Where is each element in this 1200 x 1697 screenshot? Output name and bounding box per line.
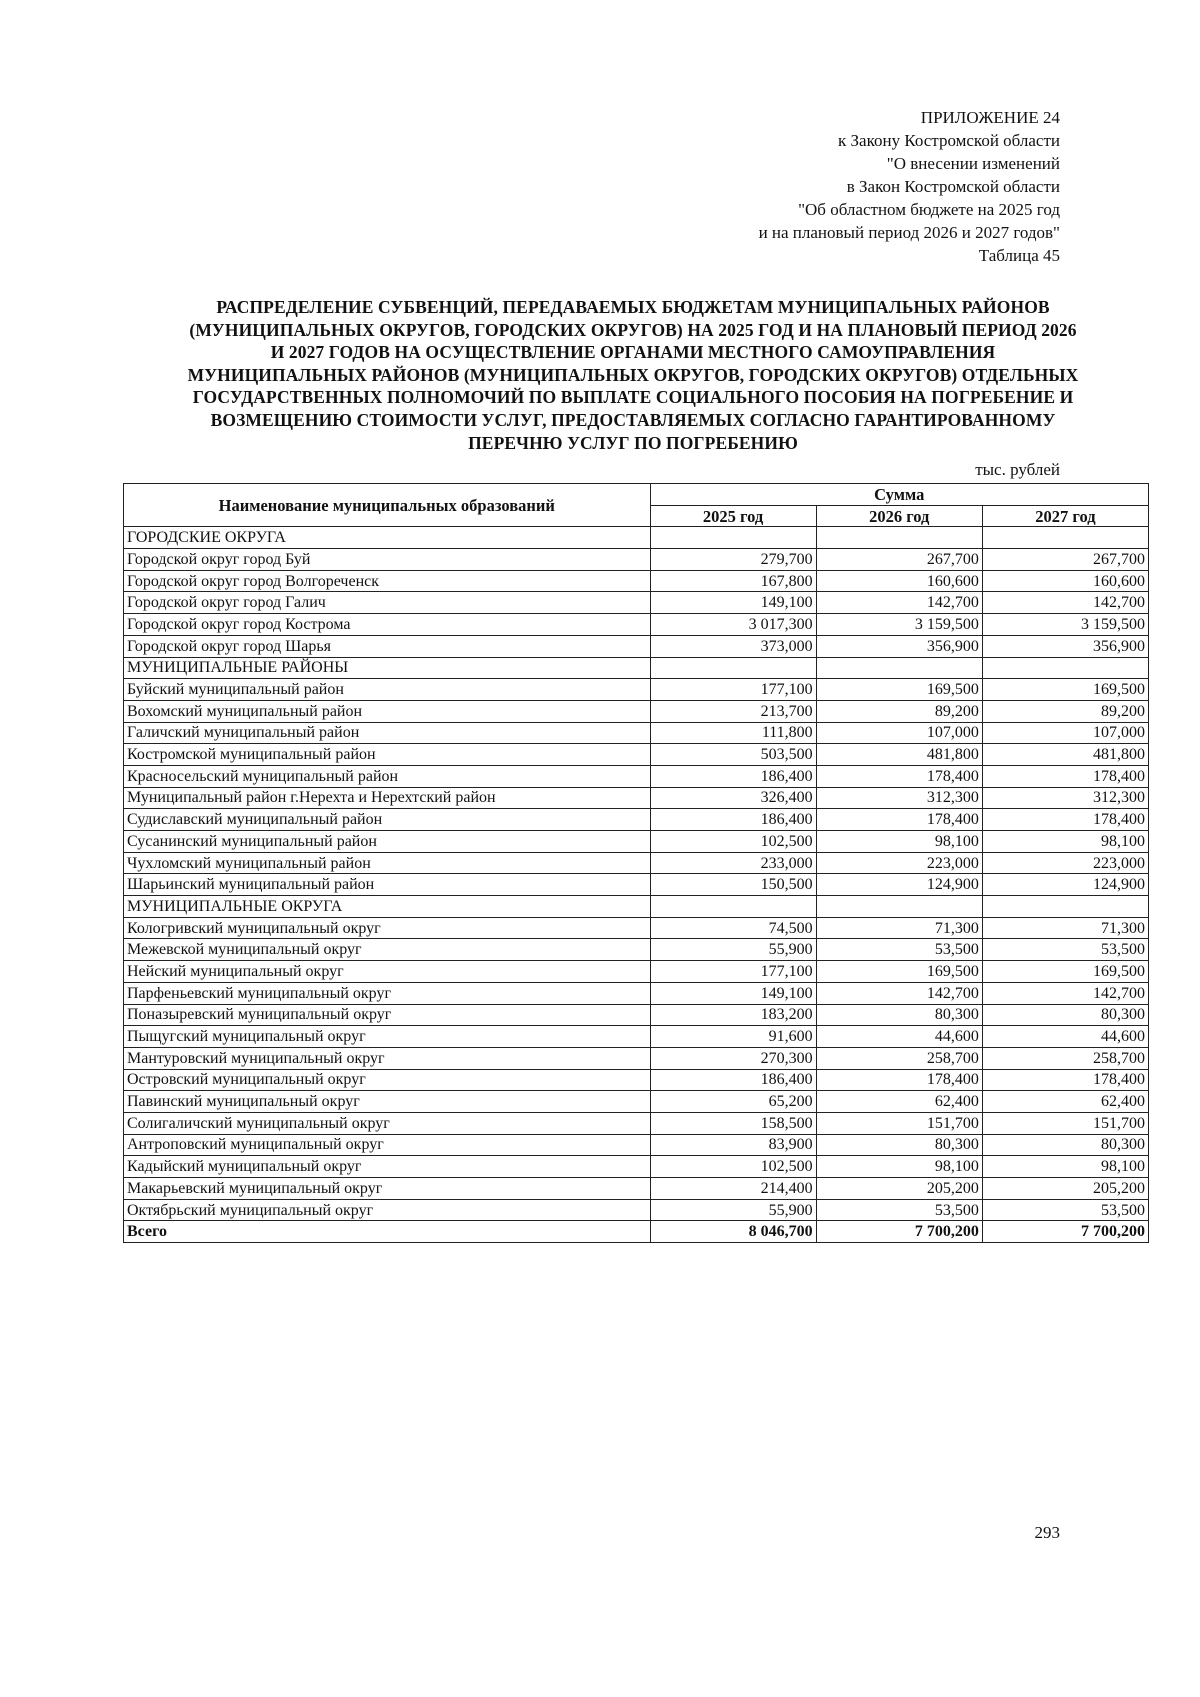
table-header [124, 484, 1149, 527]
title-line: ГОСУДАРСТВЕННЫХ ПОЛНОМОЧИЙ ПО ВЫПЛАТЕ СОЦИАЛЬНОГО ПОСОБИЯ НА ПОГРЕБЕНИЕ И [192, 387, 1074, 408]
value-2025: 65,200 [650, 1091, 816, 1113]
value-2027: 356,900 [982, 635, 1148, 657]
value-2026: 124,900 [816, 874, 982, 896]
value-2027: 107,000 [982, 722, 1148, 744]
table-number: Таблица 45 [978, 246, 1060, 265]
column-header-2025: 2025 год [650, 505, 816, 527]
municipality-name: Антроповский муниципальный округ [124, 1134, 651, 1156]
value-2026: 312,300 [816, 787, 982, 809]
municipality-name: Межевской муниципальный округ [124, 939, 651, 961]
value-2026 [816, 527, 982, 549]
value-2025: 150,500 [650, 874, 816, 896]
value-2025: 158,500 [650, 1112, 816, 1134]
value-2026: 178,400 [816, 809, 982, 831]
value-2026: 223,000 [816, 852, 982, 874]
value-2026: 89,200 [816, 700, 982, 722]
value-2026: 178,400 [816, 765, 982, 787]
value-2025: 149,100 [650, 982, 816, 1004]
table-row [124, 1026, 1149, 1048]
value-2027: 44,600 [982, 1026, 1148, 1048]
value-2025: 55,900 [650, 1199, 816, 1221]
table-row [124, 635, 1149, 657]
table-row [124, 614, 1149, 636]
municipality-name: Нейский муниципальный округ [124, 961, 651, 983]
title-line: МУНИЦИПАЛЬНЫХ РАЙОНОВ (МУНИЦИПАЛЬНЫХ ОКРУГОВ, ГОРОДСКИХ ОКРУГОВ) ОТДЕЛЬНЫХ [187, 364, 1079, 385]
municipality-name: Городской округ город Буй [124, 549, 651, 571]
subventions-table [123, 483, 1149, 1243]
value-2025: 177,100 [650, 679, 816, 701]
value-2027 [982, 657, 1148, 679]
appendix-line: "О внесении изменений [886, 154, 1060, 173]
municipality-name: Макарьевский муниципальный округ [124, 1178, 651, 1200]
value-2027: 124,900 [982, 874, 1148, 896]
appendix-number: ПРИЛОЖЕНИЕ 24 [920, 108, 1060, 127]
table-row [124, 1134, 1149, 1156]
value-2025: 186,400 [650, 765, 816, 787]
municipality-name: Буйский муниципальный район [124, 679, 651, 701]
value-2027 [982, 896, 1148, 918]
table-row [124, 1178, 1149, 1200]
municipality-name: Поназыревский муниципальный округ [124, 1004, 651, 1026]
value-2027: 258,700 [982, 1047, 1148, 1069]
value-2026: 151,700 [816, 1112, 982, 1134]
table-row [124, 1199, 1149, 1221]
municipality-name: Сусанинский муниципальный район [124, 831, 651, 853]
municipality-name: Городской округ город Шарья [124, 635, 651, 657]
municipality-name: Октябрьский муниципальный округ [124, 1199, 651, 1221]
value-2025: 102,500 [650, 831, 816, 853]
table-row [124, 549, 1149, 571]
value-2026: 481,800 [816, 744, 982, 766]
value-2025 [650, 896, 816, 918]
table-row [124, 1004, 1149, 1026]
value-2025: 8 046,700 [650, 1221, 816, 1243]
municipality-name: Кологривский муниципальный округ [124, 917, 651, 939]
value-2025: 55,900 [650, 939, 816, 961]
value-2025: 279,700 [650, 549, 816, 571]
value-2026: 53,500 [816, 1199, 982, 1221]
value-2025: 373,000 [650, 635, 816, 657]
municipality-name: Городской округ город Волгореченск [124, 570, 651, 592]
value-2026: 53,500 [816, 939, 982, 961]
table-body [124, 527, 1149, 1243]
value-2025: 102,500 [650, 1156, 816, 1178]
value-2027: 80,300 [982, 1134, 1148, 1156]
municipality-name: Солигаличский муниципальный округ [124, 1112, 651, 1134]
appendix-line: к Закону Костромской области [838, 131, 1060, 150]
page-number: 293 [1034, 1523, 1060, 1542]
section-row [124, 657, 1149, 679]
municipality-name: Шарьинский муниципальный район [124, 874, 651, 896]
value-2027: 223,000 [982, 852, 1148, 874]
value-2026: 169,500 [816, 961, 982, 983]
value-2027: 71,300 [982, 917, 1148, 939]
value-2027: 142,700 [982, 592, 1148, 614]
value-2025: 83,900 [650, 1134, 816, 1156]
value-2025: 233,000 [650, 852, 816, 874]
table-row [124, 961, 1149, 983]
value-2025: 503,500 [650, 744, 816, 766]
column-header-sum: Сумма [650, 484, 1149, 506]
table-row [124, 679, 1149, 701]
value-2027: 53,500 [982, 939, 1148, 961]
title-line: И 2027 ГОДОВ НА ОСУЩЕСТВЛЕНИЕ ОРГАНАМИ МЕСТНОГО САМОУПРАВЛЕНИЯ [270, 342, 996, 363]
value-2026 [816, 657, 982, 679]
table-row [124, 744, 1149, 766]
value-2027: 53,500 [982, 1199, 1148, 1221]
value-2026: 62,400 [816, 1091, 982, 1113]
value-2025: 213,700 [650, 700, 816, 722]
value-2027: 151,700 [982, 1112, 1148, 1134]
value-2027: 481,800 [982, 744, 1148, 766]
municipality-name: Парфеньевский муниципальный округ [124, 982, 651, 1004]
value-2027: 205,200 [982, 1178, 1148, 1200]
value-2026: 98,100 [816, 831, 982, 853]
municipality-name: Галичский муниципальный район [124, 722, 651, 744]
municipality-name: Городской округ город Кострома [124, 614, 651, 636]
table-row [124, 1069, 1149, 1091]
appendix-line: "Об областном бюджете на 2025 год [798, 200, 1060, 219]
table-row [124, 939, 1149, 961]
municipality-name: Городской округ город Галич [124, 592, 651, 614]
value-2026: 258,700 [816, 1047, 982, 1069]
municipality-name: Пыщугский муниципальный округ [124, 1026, 651, 1048]
value-2025: 167,800 [650, 570, 816, 592]
value-2026: 44,600 [816, 1026, 982, 1048]
municipality-name: Мантуровский муниципальный округ [124, 1047, 651, 1069]
table-row [124, 787, 1149, 809]
value-2026: 205,200 [816, 1178, 982, 1200]
municipality-name: Кадыйский муниципальный округ [124, 1156, 651, 1178]
value-2027: 178,400 [982, 765, 1148, 787]
municipality-name: Всего [124, 1221, 651, 1243]
value-2025: 214,400 [650, 1178, 816, 1200]
municipality-name: Костромской муниципальный район [124, 744, 651, 766]
value-2025: 326,400 [650, 787, 816, 809]
municipality-name: Островский муниципальный округ [124, 1069, 651, 1091]
value-2027: 142,700 [982, 982, 1148, 1004]
value-2026: 3 159,500 [816, 614, 982, 636]
value-2026: 80,300 [816, 1004, 982, 1026]
value-2026: 356,900 [816, 635, 982, 657]
total-row [124, 1221, 1149, 1243]
value-2025: 91,600 [650, 1026, 816, 1048]
value-2025: 186,400 [650, 1069, 816, 1091]
value-2027: 80,300 [982, 1004, 1148, 1026]
value-2027: 267,700 [982, 549, 1148, 571]
value-2027: 169,500 [982, 961, 1148, 983]
value-2026: 7 700,200 [816, 1221, 982, 1243]
table-row [124, 1047, 1149, 1069]
value-2027: 160,600 [982, 570, 1148, 592]
value-2026: 98,100 [816, 1156, 982, 1178]
value-2026: 142,700 [816, 592, 982, 614]
table-row [124, 570, 1149, 592]
table-row [124, 700, 1149, 722]
municipality-name: Судиславский муниципальный район [124, 809, 651, 831]
title-line: РАСПРЕДЕЛЕНИЕ СУБВЕНЦИЙ, ПЕРЕДАВАЕМЫХ БЮДЖЕТАМ МУНИЦИПАЛЬНЫХ РАЙОНОВ [216, 297, 1050, 317]
value-2027 [982, 527, 1148, 549]
table-row [124, 917, 1149, 939]
title-line: ПЕРЕЧНЮ УСЛУГ ПО ПОГРЕБЕНИЮ [468, 432, 798, 453]
table-row [124, 982, 1149, 1004]
column-header-2027: 2027 год [982, 505, 1148, 527]
value-2026: 142,700 [816, 982, 982, 1004]
value-2025 [650, 527, 816, 549]
section-title: МУНИЦИПАЛЬНЫЕ РАЙОНЫ [124, 657, 651, 679]
section-row [124, 527, 1149, 549]
document-title [118, 296, 1148, 454]
value-2027: 62,400 [982, 1091, 1148, 1113]
value-2025 [650, 657, 816, 679]
table-row [124, 852, 1149, 874]
appendix-line: и на плановый период 2026 и 2027 годов" [758, 223, 1060, 242]
table-row [124, 722, 1149, 744]
table-row [124, 1112, 1149, 1134]
value-2025: 183,200 [650, 1004, 816, 1026]
value-2025: 74,500 [650, 917, 816, 939]
value-2026: 160,600 [816, 570, 982, 592]
value-2027: 178,400 [982, 809, 1148, 831]
table-row [124, 831, 1149, 853]
municipality-name: Павинский муниципальный округ [124, 1091, 651, 1113]
value-2026: 80,300 [816, 1134, 982, 1156]
table-row [124, 765, 1149, 787]
appendix-header [460, 106, 1060, 267]
value-2025: 3 017,300 [650, 614, 816, 636]
table-row [124, 1156, 1149, 1178]
section-row [124, 896, 1149, 918]
table-row [124, 592, 1149, 614]
value-2027: 7 700,200 [982, 1221, 1148, 1243]
municipality-name: Красносельский муниципальный район [124, 765, 651, 787]
municipality-name: Муниципальный район г.Нерехта и Нерехтский район [124, 787, 651, 809]
value-2027: 3 159,500 [982, 614, 1148, 636]
value-2025: 177,100 [650, 961, 816, 983]
value-2027: 312,300 [982, 787, 1148, 809]
value-2026: 107,000 [816, 722, 982, 744]
value-2026: 71,300 [816, 917, 982, 939]
title-line: (МУНИЦИПАЛЬНЫХ ОКРУГОВ, ГОРОДСКИХ ОКРУГОВ) НА 2025 ГОД И НА ПЛАНОВЫЙ ПЕРИОД 2026 [189, 319, 1077, 340]
section-title: ГОРОДСКИЕ ОКРУГА [124, 527, 651, 549]
value-2025: 270,300 [650, 1047, 816, 1069]
appendix-line: в Закон Костромской области [846, 177, 1060, 196]
municipality-name: Вохомский муниципальный район [124, 700, 651, 722]
units-label: тыс. рублей [975, 460, 1060, 479]
value-2025: 149,100 [650, 592, 816, 614]
value-2027: 169,500 [982, 679, 1148, 701]
value-2026: 169,500 [816, 679, 982, 701]
value-2026 [816, 896, 982, 918]
value-2026: 267,700 [816, 549, 982, 571]
value-2027: 178,400 [982, 1069, 1148, 1091]
value-2025: 111,800 [650, 722, 816, 744]
title-line: ВОЗМЕЩЕНИЮ СТОИМОСТИ УСЛУГ, ПРЕДОСТАВЛЯЕМЫХ СОГЛАСНО ГАРАНТИРОВАННОМУ [210, 409, 1056, 430]
column-header-name: Наименование муниципальных образований [124, 484, 651, 527]
table-row [124, 874, 1149, 896]
value-2027: 89,200 [982, 700, 1148, 722]
value-2026: 178,400 [816, 1069, 982, 1091]
section-title: МУНИЦИПАЛЬНЫЕ ОКРУГА [124, 896, 651, 918]
municipality-name: Чухломский муниципальный район [124, 852, 651, 874]
value-2027: 98,100 [982, 1156, 1148, 1178]
value-2025: 186,400 [650, 809, 816, 831]
table-row [124, 1091, 1149, 1113]
table-row [124, 809, 1149, 831]
value-2027: 98,100 [982, 831, 1148, 853]
column-header-2026: 2026 год [816, 505, 982, 527]
